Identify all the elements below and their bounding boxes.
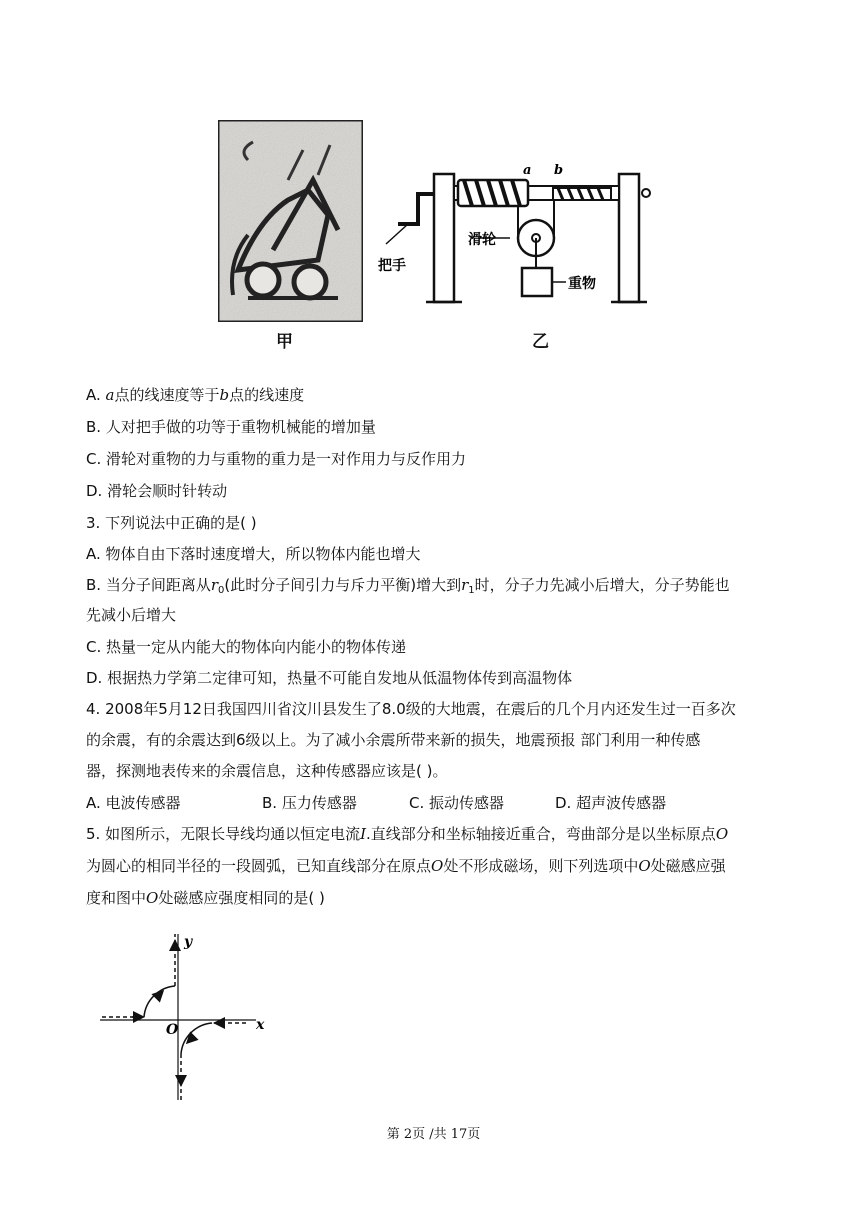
var-r1-sub: 1	[468, 585, 475, 596]
q3-option-b	[86, 574, 730, 602]
q3-b-suffix: 时，分子力先减小后增大，分子势能也	[474, 576, 730, 594]
page-footer: 第 2页 /共 17页	[386, 1127, 481, 1142]
q5-l1-b: .直线部分和坐标轴接近重合，弯曲部分是以坐标原点	[366, 825, 716, 843]
var-b: b	[219, 386, 230, 404]
q4-option-a: A. 电波传感器	[86, 794, 181, 812]
figure-current-coords	[96, 930, 276, 1102]
q2-option-a-text2: 点的线速度	[229, 386, 305, 404]
q3-option-b-line2: 先减小后增大	[86, 606, 177, 624]
q4-option-b: B. 压力传感器	[262, 794, 357, 812]
label-point-a: a	[523, 163, 532, 178]
var-r0-sub: 0	[218, 585, 225, 596]
q5-l3-b: 处磁感应强度相同的是( )	[158, 889, 325, 907]
q3-stem: 3. 下列说法中正确的是( )	[86, 514, 257, 532]
var-r1: r	[461, 576, 469, 594]
q2-option-a-prefix: A.	[86, 386, 106, 404]
q2-option-c: C. 滑轮对重物的力与重物的重力是一对作用力与反作用力	[86, 450, 467, 468]
q5-l2-a: 为圆心的相同半径的一段圆弧，已知直线部分在原点	[86, 857, 432, 875]
q2-option-d: D. 滑轮会顺时针转动	[86, 482, 228, 500]
figure-caption-left: 甲	[276, 332, 293, 352]
q4-line1: 4. 2008年5月12日我国四川省汶川县发生了8.0级的大地震，在震后的几个月内还发生过一百多次	[86, 700, 736, 718]
var-current: I	[360, 825, 367, 843]
q2-option-a-text1: 点的线速度等于	[114, 386, 220, 404]
var-r0: r	[210, 576, 218, 594]
q4-option-c: C. 振动传感器	[409, 794, 505, 812]
q4-line2: 的余震，有的余震达到6级以上。为了减小余震所带来新的损失，地震预报 部门利用一种传感	[86, 731, 701, 749]
q3-b-mid: (此时分子间引力与斥力平衡)增大到	[224, 576, 462, 594]
ancient-windlass-photo	[218, 120, 363, 322]
axis-label-y: y	[184, 934, 193, 950]
q4-options	[86, 792, 786, 814]
label-pulley: 滑轮	[468, 232, 496, 248]
q5-l3-a: 度和图中	[86, 889, 147, 907]
q4-line3: 器，探测地表传来的余震信息，这种传感器应该是( )。	[86, 762, 448, 780]
q5-line3	[86, 887, 325, 909]
var-origin: O	[638, 857, 651, 875]
q3-option-c: C. 热量一定从内能大的物体向内能小的物体传递	[86, 638, 407, 656]
q5-line1	[86, 823, 728, 845]
axis-label-x: x	[256, 1017, 265, 1033]
q3-b-prefix: B. 当分子间距离从	[86, 576, 211, 594]
q5-line2	[86, 855, 726, 877]
q3-option-d: D. 根据热力学第二定律可知，热量不可能自发地从低温物体传到高温物体	[86, 669, 573, 687]
q2-option-a	[86, 384, 304, 406]
windlass-diagram	[378, 160, 658, 330]
q3-option-a: A. 物体自由下落时速度增大，所以物体内能也增大	[86, 545, 421, 563]
label-weight: 重物	[568, 276, 596, 292]
label-handle: 把手	[378, 258, 406, 274]
var-origin: O	[146, 889, 159, 907]
var-origin: O	[715, 825, 729, 843]
q4-option-d: D. 超声波传感器	[555, 794, 667, 812]
origin-label: O	[166, 1022, 179, 1038]
figure-caption-right: 乙	[532, 332, 549, 352]
q2-option-b: B. 人对把手做的功等于重物机械能的增加量	[86, 418, 376, 436]
figure-windlass	[218, 120, 658, 350]
var-origin: O	[431, 857, 444, 875]
q5-l2-c: 处磁感应强	[650, 857, 726, 875]
var-a: a	[105, 386, 115, 404]
q5-l1-a: 5. 如图所示，无限长导线均通以恒定电流	[86, 825, 361, 843]
q5-l2-b: 处不形成磁场，则下列选项中	[443, 857, 639, 875]
label-point-b: b	[554, 163, 564, 178]
